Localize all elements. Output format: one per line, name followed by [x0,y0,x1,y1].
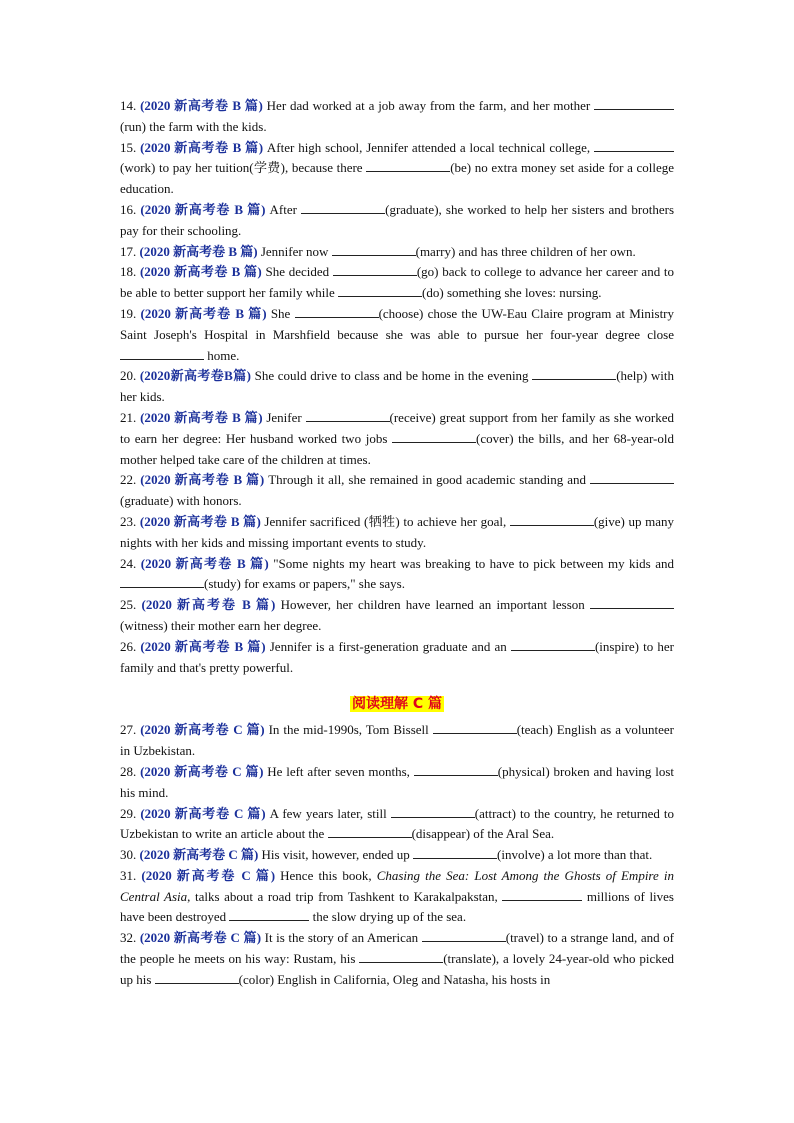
answer-blank[interactable] [301,200,385,214]
question-14: 14. (2020 新高考卷 B 篇) Her dad worked at a job away from the farm, and her mother (run) the farm with the kids. [120,96,674,138]
answer-blank[interactable] [155,970,239,984]
question-32: 32. (2020 新高考卷 C 篇) It is the story of an American (travel) to a strange land, and of the people he meets on his way: Rustam, his (translate), a lovely 24-year-old who picked up his (color) English in California, Oleg and Natasha, his hosts in [120,930,675,987]
question-27: 27. (2020 新高考卷 C 篇) In the mid-1990s, Tom Bissell (teach) English as a volunteer in Uzbekistan. [120,722,675,759]
source-tag: (2020 新高考卷 B 篇) [141,597,276,613]
question-18: 18. (2020 新高考卷 B 篇) She decided (go) back to college to advance her career and to be able to better support her family while (do) something she loves: nursing. [120,264,675,301]
question-19: 19. (2020 新高考卷 B 篇) She (choose) chose the UW-Eau Claire program at Ministry Saint Joseph's Hospital in Marshfield because she was able to pursue her four-year degree close home. [120,305,675,363]
question-29: 29. (2020 新高考卷 C 篇) A few years later, still (attract) to the country, he returned to Uzbekistan to write an article about the (disappear) of the Aral Sea. [120,805,675,842]
source-tag: (2020 新高考卷 C 篇) [139,847,259,863]
answer-blank[interactable] [295,304,379,318]
question-24: 24. (2020 新高考卷 B 篇) "Some nights my heart was breaking to have to pick between my kids and (study) for exams or papers," she says. [120,555,674,592]
answer-blank[interactable] [306,408,390,422]
source-tag: (2020 新高考卷 B 篇) [140,555,269,571]
source-tag: (2020 新高考卷 B 篇) [139,513,261,529]
answer-blank[interactable] [511,637,595,651]
answer-blank[interactable] [413,845,497,859]
source-tag: (2020 新高考卷 B 篇) [140,472,265,488]
answer-blank[interactable] [414,762,498,776]
question-16: 16. (2020 新高考卷 B 篇) After (graduate), she worked to help her sisters and brothers pay for their schooling. [120,201,675,238]
question-20: 20. (2020新高考卷B篇) She could drive to class and be home in the evening (help) with her kids. [120,368,674,405]
answer-blank[interactable] [433,720,517,734]
question-17: 17. (2020 新高考卷 B 篇) Jennifer now (marry) and has three children of her own. [120,243,636,259]
question-31: 31. (2020 新高考卷 C 篇) Hence this book, Chasing the Sea: Lost Among the Ghosts of Empire in Central Asia, talks about a road trip from Tashkent to Karakalpakstan, millions of lives have been destroyed the slow drying up of the sea. [120,867,675,925]
question-23: 23. (2020 新高考卷 B 篇) Jennifer sacrificed (牺牲) to achieve her goal, (give) up many nights with her kids and missing important events to study. [120,513,674,550]
source-tag: (2020 新高考卷 B 篇) [140,305,267,321]
answer-blank[interactable] [366,158,450,172]
answer-blank[interactable] [594,96,674,110]
source-tag: (2020 新高考卷 B 篇) [140,201,266,217]
source-tag: (2020 新高考卷 C 篇) [140,722,265,738]
question-25: 25. (2020 新高考卷 B 篇) However, her children have learned an important lesson (witness) their mother earn her degree. [120,595,674,637]
answer-blank[interactable] [120,574,204,588]
answer-blank[interactable] [532,366,616,380]
question-28: 28. (2020 新高考卷 C 篇) He left after seven months, (physical) broken and having lost his mind. [120,763,675,800]
answer-blank[interactable] [391,804,475,818]
source-tag: (2020 新高考卷 C 篇) [140,763,264,779]
answer-blank[interactable] [328,824,412,838]
source-tag: (2020 新高考卷 B 篇) [140,638,266,654]
question-15: 15. (2020 新高考卷 B 篇) After high school, Jennifer attended a local technical college, (work) to pay her tuition(学费), because there (be) no extra money set aside for a college education. [120,139,674,197]
answer-blank[interactable] [510,512,594,526]
answer-blank[interactable] [338,283,422,297]
source-tag: (2020 新高考卷 B 篇) [140,98,263,113]
section-c-title: 阅读理解 C 篇 [351,696,443,713]
exercise-page [120,96,674,991]
answer-blank[interactable] [502,887,582,901]
source-tag: (2020 新高考卷 B 篇) [139,264,262,280]
answer-blank[interactable] [590,595,674,609]
source-tag: (2020 新高考卷 C 篇) [141,867,276,883]
answer-blank[interactable] [590,470,674,484]
book-title: Chasing the Sea: Lost Among the Ghosts of Empire in Central Asia [120,867,675,904]
source-tag: (2020 新高考卷 B 篇) [139,243,258,259]
question-22: 22. (2020 新高考卷 B 篇) Through it all, she remained in good academic standing and (graduate) with honors. [120,470,674,512]
source-tag: (2020 新高考卷 C 篇) [140,805,266,821]
source-tag: (2020 新高考卷 B 篇) [140,409,263,425]
answer-blank[interactable] [422,928,506,942]
answer-blank[interactable] [359,949,443,963]
question-21: 21. (2020 新高考卷 B 篇) Jenifer (receive) great support from her family as she worked to earn her degree: Her husband worked two jobs (cover) the bills, and her 68-year-old mother helped take care of the children at times. [120,409,675,467]
source-tag: (2020新高考卷B篇) [139,368,251,384]
source-tag: (2020 新高考卷 B 篇) [140,139,264,155]
question-30: 30. (2020 新高考卷 C 篇) His visit, however, ended up (involve) a lot more than that. [120,847,653,863]
answer-blank[interactable] [594,138,674,152]
answer-blank[interactable] [120,346,204,360]
answer-blank[interactable] [392,429,476,443]
source-tag: (2020 新高考卷 C 篇) [139,930,262,946]
question-26: 26. (2020 新高考卷 B 篇) Jennifer is a first-generation graduate and an (inspire) to her family and that's pretty powerful. [120,638,674,675]
answer-blank[interactable] [333,262,417,276]
answer-blank[interactable] [229,907,309,921]
answer-blank[interactable] [332,242,416,256]
